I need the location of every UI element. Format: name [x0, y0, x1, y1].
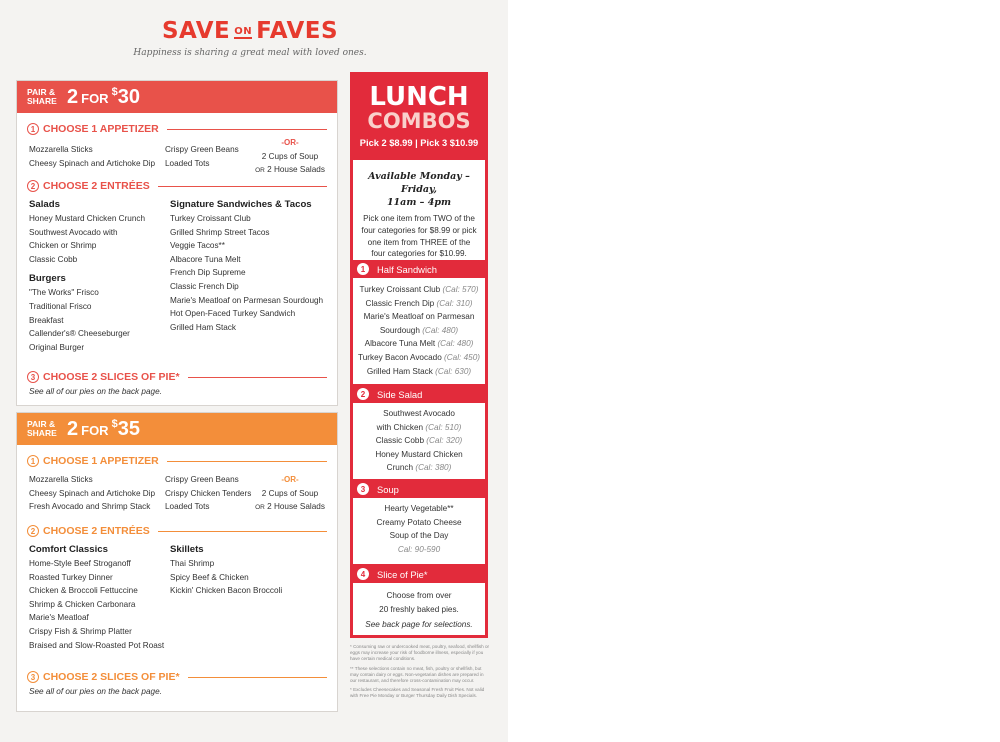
list-item	[353, 365, 485, 379]
desc-line: four categories for $8.99 or pick	[361, 225, 477, 235]
list-item	[353, 297, 485, 311]
list-item: Shrimp & Chicken Carbonara	[29, 599, 136, 609]
pie-line: Choose from over	[386, 591, 452, 600]
divider	[158, 186, 327, 187]
footnote: ** These selections contain no meat, fish, poultry or shellfish, but may contain dairy or eggs. Non-vegetarian dishes are prepared in our restaurant, and therefore cross-contamination may occur.	[350, 665, 484, 684]
list-item: Breakfast	[29, 315, 64, 325]
item-name: with Chicken	[376, 422, 424, 432]
list-item: Mozzarella Sticks	[29, 145, 93, 154]
list-item: French Dip Supreme	[170, 268, 246, 278]
divider	[167, 129, 327, 130]
or-label: -OR-	[281, 475, 299, 484]
side-salad-heading	[353, 386, 485, 402]
section-title: CHOOSE 2 SLICES OF PIE*	[43, 671, 180, 683]
soup-salad-option	[249, 136, 331, 178]
list-item	[353, 337, 485, 351]
appetizer-column-2	[165, 473, 251, 514]
soup-calories: Cal: 90-590	[397, 544, 441, 554]
step-3-icon: 3	[27, 371, 39, 383]
item-name: Sourdough	[379, 325, 420, 335]
section-title: CHOOSE 2 ENTRÉES	[43, 180, 150, 192]
salad-option: 2 House Salads	[267, 502, 325, 512]
deal-count: 2	[67, 85, 79, 108]
pie-heading	[353, 566, 485, 582]
choose-appetizer-heading	[27, 123, 327, 135]
deal-for: FOR	[81, 90, 109, 106]
list-item: Hot Open-Faced Turkey Sandwich	[170, 309, 296, 319]
lunch-title: LUNCH	[369, 82, 469, 112]
title-on: ON	[234, 26, 253, 37]
list-item	[353, 283, 485, 297]
pie-note: See all of our pies on the back page.	[29, 387, 162, 396]
list-item: Home-Style Beef Stroganoff	[29, 559, 131, 568]
list-item: Crispy Chicken Tenders	[165, 488, 252, 498]
share-text: SHARE	[27, 96, 57, 106]
list-item: Mozzarella Sticks	[29, 475, 93, 484]
share-text: SHARE	[27, 428, 57, 438]
item-name: Honey Mustard Chicken	[375, 449, 463, 459]
list-item: Marie's Meatloaf on Parmesan Sourdough	[170, 295, 324, 305]
appetizer-column-2	[165, 143, 239, 170]
list-item: Turkey Croissant Club	[170, 214, 251, 223]
list-item	[353, 310, 485, 324]
divider	[158, 531, 327, 532]
burgers-heading: Burgers	[29, 273, 66, 285]
availability-days: Available Monday – Friday,	[368, 171, 470, 195]
section-title: Side Salad	[377, 388, 423, 400]
comfort-heading: Comfort Classics	[29, 544, 108, 555]
soup-option: 2 Cups of Soup	[261, 488, 319, 498]
soup-salad-option	[249, 473, 331, 515]
list-item: Grilled Shrimp Street Tacos	[170, 227, 270, 237]
deal-35-banner	[17, 413, 337, 445]
choose-pie-heading	[27, 671, 327, 683]
list-item	[353, 461, 485, 475]
half-sandwich-list	[353, 278, 485, 384]
list-item: Kickin' Chicken Bacon Broccoli	[170, 586, 283, 596]
choose-pie-heading	[27, 371, 327, 383]
comfort-classics-column	[29, 543, 164, 652]
pie-note: See back page for selections.	[365, 620, 473, 630]
list-item: Traditional Frisco	[29, 301, 92, 311]
list-item: Chicken or Shrimp	[29, 241, 97, 251]
calories: (Cal: 480)	[422, 325, 459, 335]
step-4-icon: 4	[357, 568, 369, 580]
list-item: Honey Mustard Chicken Crunch	[29, 214, 146, 223]
section-title: CHOOSE 2 ENTRÉES	[43, 525, 150, 537]
calories: (Cal: 630)	[435, 366, 472, 376]
step-1-icon: 1	[357, 263, 369, 275]
soup-option: 2 Cups of Soup	[261, 151, 319, 161]
pair-text: PAIR &	[27, 87, 56, 97]
deal-30-price	[67, 86, 140, 109]
step-1-icon: 1	[27, 123, 39, 135]
list-item: Spicy Beef & Chicken	[170, 572, 249, 582]
half-sandwich-heading	[353, 261, 485, 277]
sandwiches-heading: Signature Sandwiches & Tacos	[170, 199, 312, 210]
divider	[167, 461, 327, 462]
list-item: "The Works" Frisco	[29, 288, 99, 298]
salad-option: 2 House Salads	[267, 165, 325, 175]
item-name: Classic Cobb	[375, 436, 424, 446]
desc-line: one item from THREE of the	[367, 237, 471, 247]
footnote: * Consuming raw or undercooked meat, poultry, seafood, shellfish or eggs may increase your risk of foodborne illness, especially if you have certain medical conditions.	[350, 644, 490, 662]
list-item: Grilled Ham Stack	[170, 322, 236, 332]
list-item: Crispy Green Beans	[165, 145, 239, 154]
deal-for: FOR	[81, 422, 109, 438]
section-title: CHOOSE 1 APPETIZER	[43, 123, 159, 135]
list-item: Marie's Meatloaf	[29, 613, 89, 623]
deal-dollar: $	[111, 85, 118, 98]
list-item	[353, 324, 485, 338]
step-2-icon: 2	[27, 525, 39, 537]
list-item: Cheesy Spinach and Artichoke Dip	[29, 158, 156, 168]
item-name: Albacore Tuna Melt	[364, 339, 436, 349]
item-name: Turkey Bacon Avocado	[358, 352, 442, 362]
choose-entrees-heading	[27, 525, 327, 537]
item-name: Grilled Ham Stack	[366, 366, 433, 376]
step-3-icon: 3	[357, 483, 369, 495]
list-item: Chicken & Broccoli Fettuccine	[29, 586, 138, 596]
list-item	[353, 421, 485, 435]
salads-column	[29, 198, 145, 354]
deal-35-price	[67, 418, 140, 441]
calories: (Cal: 320)	[426, 436, 463, 446]
salads-heading: Salads	[29, 199, 60, 210]
pick-pricing: Pick 2 $8.99 | Pick 3 $10.99	[359, 138, 479, 148]
list-item: Classic French Dip	[170, 281, 239, 291]
list-item: Crispy Green Beans	[165, 475, 239, 484]
footnotes	[350, 644, 490, 700]
step-2-icon: 2	[27, 180, 39, 192]
list-item: Classic Cobb	[29, 254, 78, 264]
soup-heading	[353, 481, 485, 497]
item-name: Southwest Avocado	[383, 409, 455, 418]
calories: (Cal: 480)	[437, 339, 474, 349]
title-faves: FAVES	[256, 18, 339, 44]
choose-entrees-heading	[27, 180, 327, 192]
deal-price: 30	[117, 85, 140, 108]
skillets-column	[170, 543, 282, 598]
pair-share-30-card	[16, 80, 338, 406]
deal-count: 2	[67, 417, 79, 440]
menu-title	[0, 18, 500, 44]
list-item: Soup of the Day	[389, 531, 449, 541]
footnote: * Excludes Cheesecakes and Seasonal Fresh Fruit Pies. Not valid with Free Pie Monday or Burger Thursday Daily Dish Specials.	[350, 687, 485, 699]
divider	[188, 377, 327, 378]
list-item: Creamy Potato Cheese	[376, 517, 462, 527]
list-item: Loaded Tots	[165, 502, 210, 512]
availability-hours: 11am – 4pm	[386, 197, 452, 208]
deal-dollar: $	[111, 417, 118, 430]
list-item: Loaded Tots	[165, 158, 210, 168]
pie-line: 20 freshly baked pies.	[379, 604, 459, 614]
appetizer-column-1	[29, 143, 155, 170]
pair-text: PAIR &	[27, 419, 56, 429]
calories: (Cal: 450)	[444, 352, 480, 362]
desc-line: Pick one item from TWO of the	[363, 214, 475, 223]
step-2-icon: 2	[357, 388, 369, 400]
list-item: Crispy Fish & Shrimp Platter	[29, 626, 132, 636]
side-salad-list	[353, 403, 485, 479]
list-item: Roasted Turkey Dinner	[29, 572, 113, 582]
list-item	[353, 407, 485, 421]
title-save: SAVE	[161, 18, 231, 44]
list-item: Callender's® Cheeseburger	[29, 329, 130, 339]
pair-share-label	[27, 420, 63, 438]
lunch-combos-panel	[350, 72, 488, 638]
list-item: Hearty Vegetable**	[384, 504, 454, 513]
item-name: Turkey Croissant Club	[359, 285, 441, 294]
section-title: CHOOSE 2 SLICES OF PIE*	[43, 371, 180, 383]
list-item: Fresh Avocado and Shrimp Stack	[29, 502, 151, 512]
soup-list	[353, 498, 485, 564]
section-title: Slice of Pie*	[377, 568, 428, 580]
choose-appetizer-heading	[27, 455, 327, 467]
calories: (Cal: 510)	[425, 422, 462, 432]
list-item: Southwest Avocado with	[29, 227, 118, 237]
section-title: Half Sandwich	[377, 263, 437, 275]
item-name: Crunch	[386, 463, 414, 473]
calories: (Cal: 570)	[442, 285, 479, 294]
list-item: Veggie Tacos**	[170, 241, 225, 251]
appetizer-column-1	[29, 473, 155, 514]
list-item: Braised and Slow-Roasted Pot Roast	[29, 640, 165, 650]
pie-note: See all of our pies on the back page.	[29, 687, 162, 696]
section-title: CHOOSE 1 APPETIZER	[43, 455, 159, 467]
deal-30-banner	[17, 81, 337, 113]
list-item: Cheesy Spinach and Artichoke Dip	[29, 488, 156, 498]
item-name: Classic French Dip	[365, 298, 435, 308]
step-1-icon: 1	[27, 455, 39, 467]
list-item: Original Burger	[29, 342, 85, 352]
list-item	[353, 434, 485, 448]
list-item	[353, 448, 485, 462]
skillets-heading: Skillets	[170, 544, 204, 555]
pie-info	[353, 583, 485, 635]
lunch-header	[350, 72, 488, 148]
list-item: Albacore Tuna Melt	[170, 254, 241, 264]
or-small: OR	[255, 504, 265, 512]
section-title: Soup	[377, 483, 399, 495]
desc-line: four categories for $10.99.	[371, 249, 467, 259]
pair-share-35-card	[16, 412, 338, 712]
pair-share-label	[27, 88, 63, 106]
item-name: Marie's Meatloaf on Parmesan	[363, 312, 475, 322]
list-item	[353, 351, 485, 365]
divider	[188, 677, 327, 678]
combo-description	[353, 213, 485, 260]
sandwiches-column	[170, 198, 323, 334]
tagline: Happiness is sharing a great meal with loved ones.	[133, 48, 367, 58]
combos-title: COMBOS	[367, 109, 471, 133]
deal-price: 35	[117, 417, 140, 440]
step-3-icon: 3	[27, 671, 39, 683]
availability-box	[353, 160, 485, 260]
menu-header	[0, 18, 500, 58]
calories: (Cal: 310)	[436, 298, 473, 308]
calories: (Cal: 380)	[415, 463, 452, 473]
list-item: Thai Shrimp	[170, 559, 215, 568]
or-label: -OR-	[281, 138, 299, 147]
or-small: OR	[255, 167, 265, 175]
